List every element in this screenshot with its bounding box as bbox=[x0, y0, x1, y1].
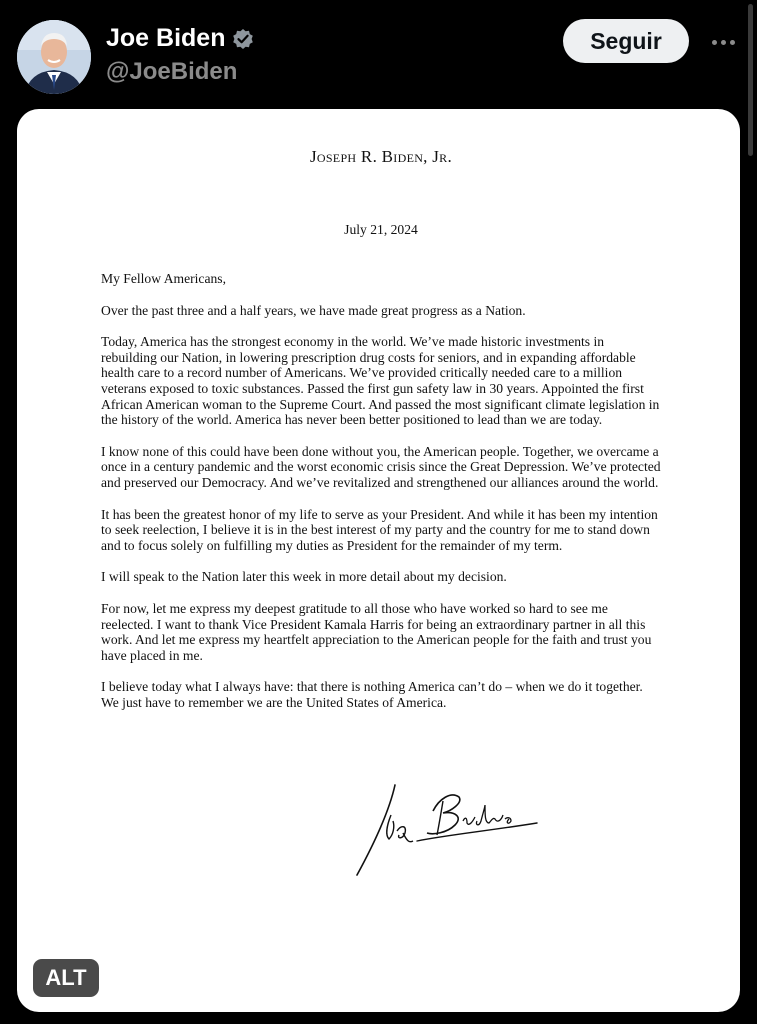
paragraph: It has been the greatest honor of my life to serve as your President. And while it has been my intention to seek reelection, I believe it is in the best interest of my party and the country for me to stand down and to focus solely on fulfilling my duties as President for the remainder of my term. bbox=[101, 506, 658, 553]
paragraph: For now, let me express my deepest gratitude to all those who have worked so hard to see me reelected. I want to thank Vice President Kamala Harris for being an extraordinary partner in all this work. And let me express my heartfelt appreciation to the American people for the faith and trust you have placed in me. bbox=[101, 600, 652, 663]
paragraph: I will speak to the Nation later this week in more detail about my decision. bbox=[101, 569, 507, 585]
verified-badge-icon bbox=[232, 28, 254, 50]
author-handle[interactable]: @JoeBiden bbox=[106, 58, 238, 85]
avatar-portrait-icon bbox=[17, 20, 91, 94]
paragraph: I believe today what I always have: that there is nothing America can’t do – when we do it together. We just have to remember we are the United States of America. bbox=[101, 679, 643, 710]
post-header bbox=[0, 0, 757, 100]
more-horizontal-icon[interactable] bbox=[705, 24, 741, 60]
follow-button[interactable]: Seguir bbox=[563, 19, 689, 63]
paragraph: Today, America has the strongest economy in the world. We’ve made historic investments in rebuilding our Nation, in lowering prescription drug costs for seniors, and in expanding affordable health care to a record number of Americans. We’ve provided critically needed care to a million veterans exposed to toxic substances. Passed the first gun safety law in 30 years. Appointed the first African American woman to the Supreme Court. And passed the most significant climate legislation in the history of the world. America has never been better positioned to lead than we are today. bbox=[101, 334, 660, 428]
letterhead: Joseph R. Biden, Jr. bbox=[309, 147, 453, 166]
alt-text-button[interactable]: ALT bbox=[33, 959, 99, 997]
avatar[interactable] bbox=[17, 20, 91, 94]
signature bbox=[347, 781, 547, 881]
letter-body bbox=[101, 271, 661, 726]
author-name-row[interactable] bbox=[106, 24, 254, 53]
paragraph: I know none of this could have been done without you, the American people. Together, we overcame a once in a century pandemic and the worst economic crisis since the Great Depression. We’ve protected and preserved our Democracy. And we’ve revitalized and strengthened our alliances around the world. bbox=[101, 443, 661, 490]
paragraph: Over the past three and a half years, we have made great progress as a Nation. bbox=[101, 302, 526, 318]
salutation: My Fellow Americans, bbox=[101, 271, 226, 286]
letter-date: July 21, 2024 bbox=[344, 222, 418, 237]
author-name[interactable]: Joe Biden bbox=[106, 24, 226, 52]
letter-image[interactable] bbox=[17, 109, 740, 1012]
